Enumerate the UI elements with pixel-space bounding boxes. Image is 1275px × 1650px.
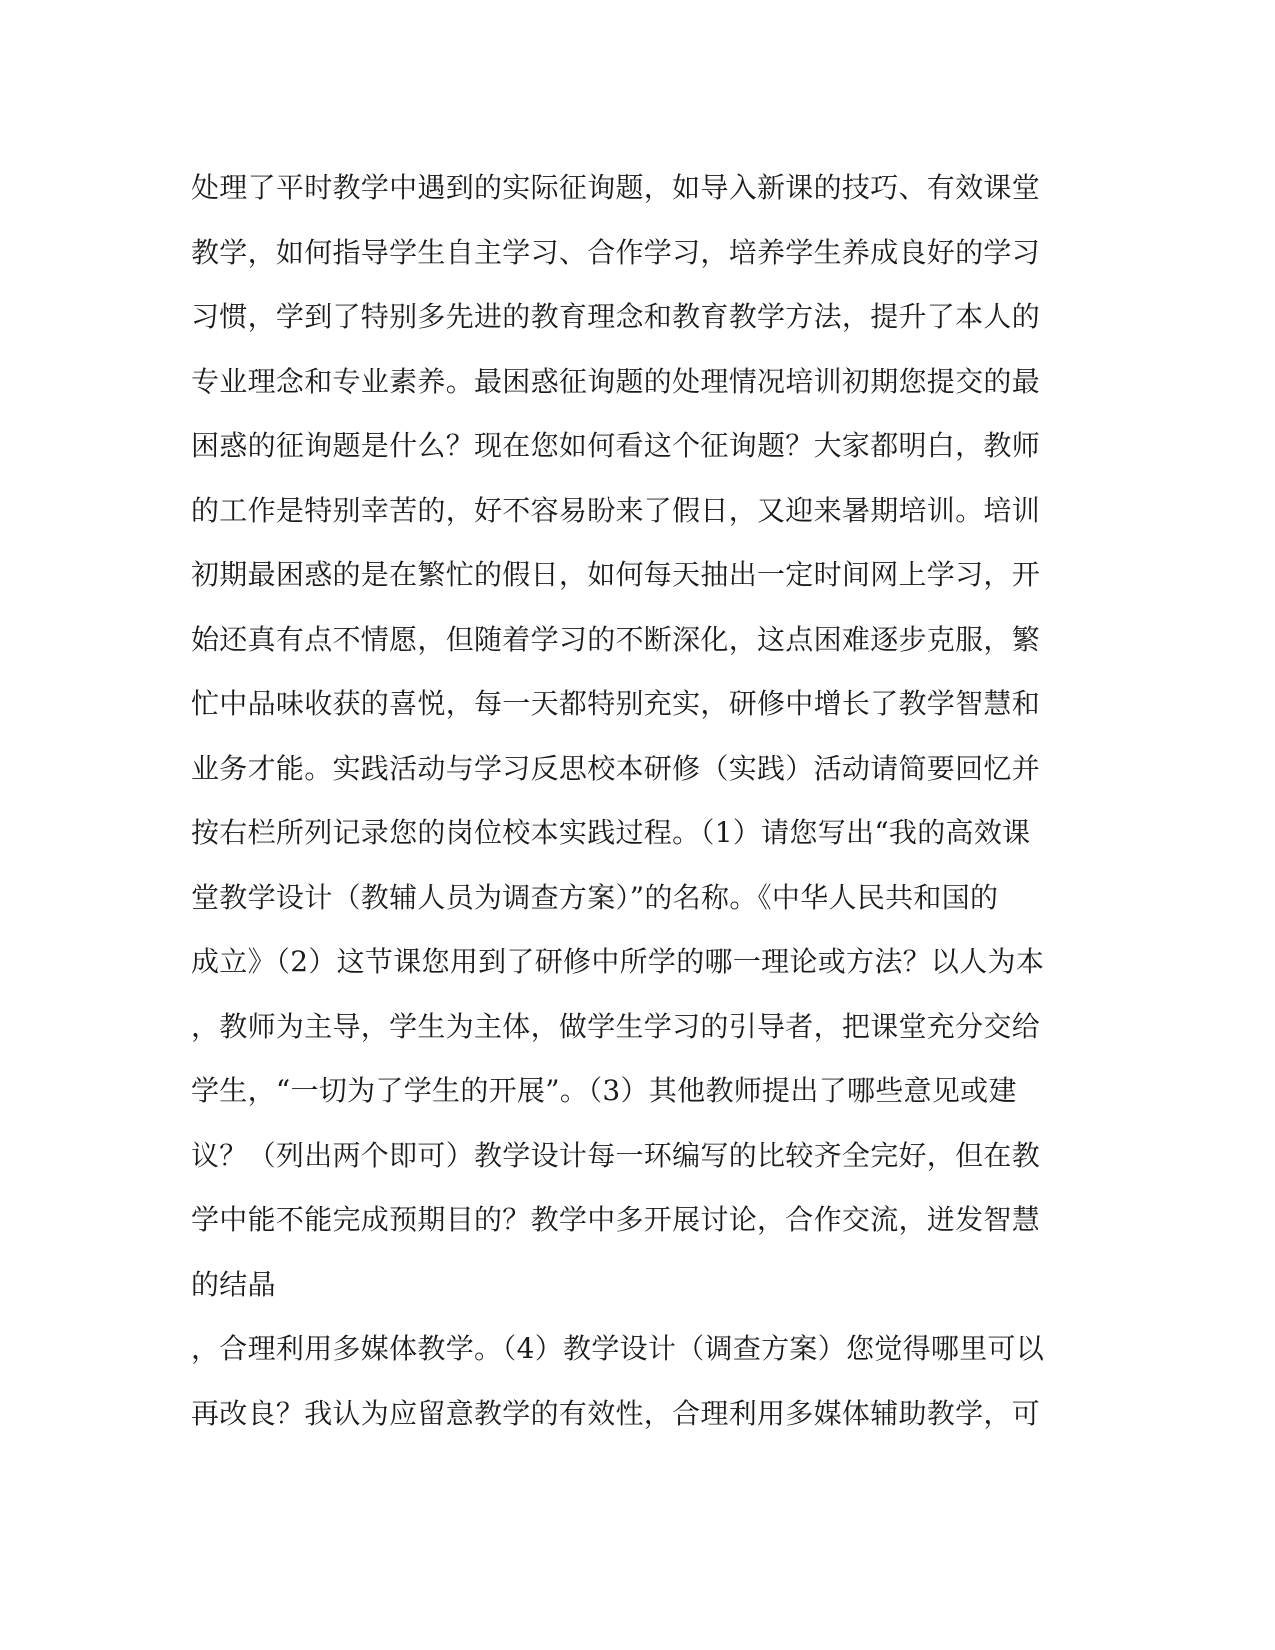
text-line: 再改良？我认为应留意教学的有效性，合理利用多媒体辅助教学，可 — [191, 1396, 1041, 1430]
text-line: 教学，如何指导学生自主学习、合作学习，培养学生养成良好的学习 — [191, 235, 1041, 269]
text-line: ，合理利用多媒体教学。（4）教学设计（调查方案）您觉得哪里可以 — [191, 1332, 1045, 1365]
text-line: 的工作是特别幸苦的，好不容易盼来了假日，又迎来暑期培训。培训 — [191, 493, 1041, 527]
text-line: 专业理念和专业素养。最困惑征询题的处理情况培训初期您提交的最 — [191, 364, 1041, 398]
body-text — [191, 156, 1091, 1446]
text-line: 困惑的征询题是什么？现在您如何看这个征询题？大家都明白，教师 — [191, 429, 1041, 462]
text-line: 的结晶 — [191, 1267, 276, 1301]
text-line: 处理了平时教学中遇到的实际征询题，如导入新课的技巧、有效课堂 — [191, 171, 1041, 204]
text-line: 初期最困惑的是在繁忙的假日，如何每天抽出一定时间网上学习，开 — [191, 558, 1041, 591]
text-line: ，教师为主导，学生为主体，做学生学习的引导者，把课堂充分交给 — [191, 1009, 1041, 1043]
text-line: 忙中品味收获的喜悦，每一天都特别充实，研修中增长了教学智慧和 — [191, 687, 1041, 720]
text-line: 学中能不能完成预期目的？教学中多开展讨论，合作交流，迸发智慧 — [191, 1203, 1041, 1236]
text-line: 议？（列出两个即可）教学设计每一环编写的比较齐全完好，但在教 — [191, 1138, 1041, 1172]
text-line: 始还真有点不情愿，但随着学习的不断深化，这点困难逐步克服，繁 — [191, 622, 1041, 656]
text-line: 业务才能。实践活动与学习反思校本研修（实践）活动请简要回忆并 — [191, 751, 1041, 785]
text-line: 习惯，学到了特别多先进的教育理念和教育教学方法，提升了本人的 — [191, 300, 1041, 333]
text-line: 学生，“一切为了学生的开展”。（3）其他教师提出了哪些意见或建 — [191, 1074, 1017, 1107]
text-line: 按右栏所列记录您的岗位校本实践过程。（1）请您写出“我的高效课 — [191, 816, 1031, 849]
text-line: 堂教学设计（教辅人员为调查方案）”的名称。《中华人民共和国的 — [191, 880, 999, 914]
text-line: 成立》（2）这节课您用到了研修中所学的哪一理论或方法？以人为本 — [191, 945, 1045, 978]
